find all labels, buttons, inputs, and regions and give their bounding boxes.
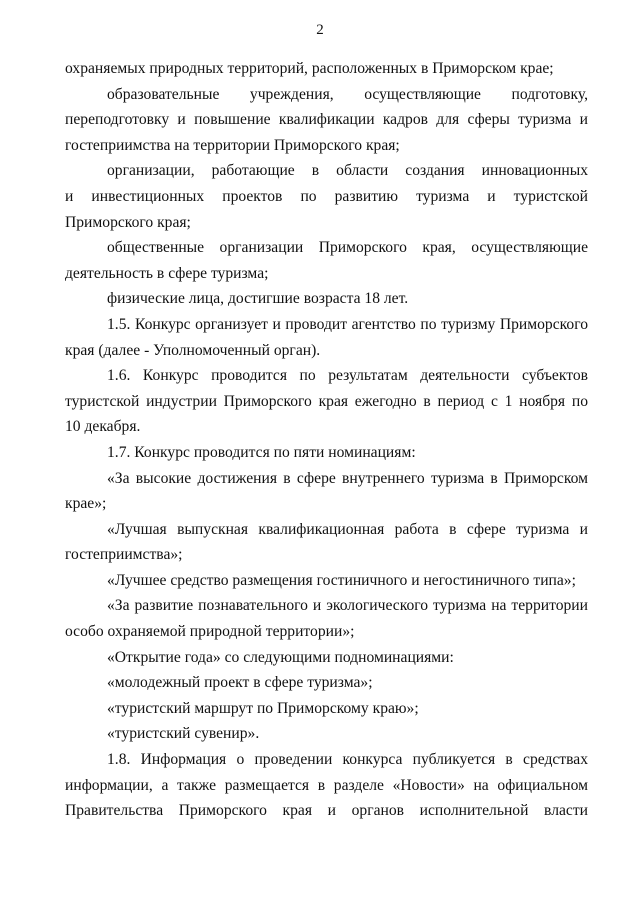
text-line: деятельность в сфере туризма;: [65, 264, 269, 282]
text-line: туристской индустрии Приморского края ежегодно в период с 1 ноября по: [65, 392, 588, 410]
text-line: «Лучшее средство размещения гостиничного и негостиничного типа»;: [107, 571, 576, 589]
text-line: «Открытие года» со следующими подноминациями:: [107, 648, 454, 666]
text-line: «молодежный проект в сфере туризма»;: [107, 674, 373, 692]
text-line: 1.7. Конкурс проводится по пяти номинациям:: [107, 443, 416, 461]
text-line: 1.5. Конкурс организует и проводит агентство по туризму Приморского: [107, 315, 588, 333]
text-line: образовательные учреждения, осуществляющие подготовку,: [107, 85, 588, 103]
text-line: «туристский сувенир».: [107, 725, 260, 743]
text-line: общественные организации Приморского края, осуществляющие: [107, 239, 588, 257]
text-line: переподготовку и повышение квалификации кадров для сферы туризма и: [65, 111, 588, 129]
text-line: Приморского края;: [65, 213, 191, 231]
text-line: физические лица, достигшие возраста 18 лет.: [107, 290, 409, 308]
text-line: крае»;: [65, 495, 107, 513]
text-line: края (далее - Уполномоченный орган).: [65, 341, 321, 359]
page-number: 2: [316, 22, 324, 38]
text-line: и инвестиционных проектов по развитию туризма и туристской: [65, 187, 588, 205]
text-line: особо охраняемой природной территории»;: [65, 623, 355, 641]
document-body: [65, 56, 588, 824]
text-line: организации, работающие в области создания инновационных: [107, 162, 588, 180]
text-line: 1.6. Конкурс проводится по результатам деятельности субъектов: [107, 367, 588, 385]
text-line: «туристский маршрут по Приморскому краю»;: [107, 699, 419, 717]
text-line: охраняемых природных территорий, расположенных в Приморском крае;: [65, 60, 554, 77]
text-line: гостеприимства на территории Приморского края;: [65, 136, 400, 154]
text-line: «За развитие познавательного и экологического туризма на территории: [107, 597, 588, 615]
text-line: 10 декабря.: [65, 418, 141, 436]
text-line: информации, а также размещается в разделе «Новости» на официальном: [65, 776, 588, 794]
text-line: «Лучшая выпускная квалификационная работа в сфере туризма и: [107, 520, 588, 538]
text-line: гостеприимства»;: [65, 546, 183, 564]
text-line: 1.8. Информация о проведении конкурса публикуется в средствах: [107, 751, 588, 769]
text-line: Правительства Приморского края и органов исполнительной власти: [65, 802, 588, 820]
text-line: «За высокие достижения в сфере внутреннего туризма в Приморском: [107, 469, 588, 487]
